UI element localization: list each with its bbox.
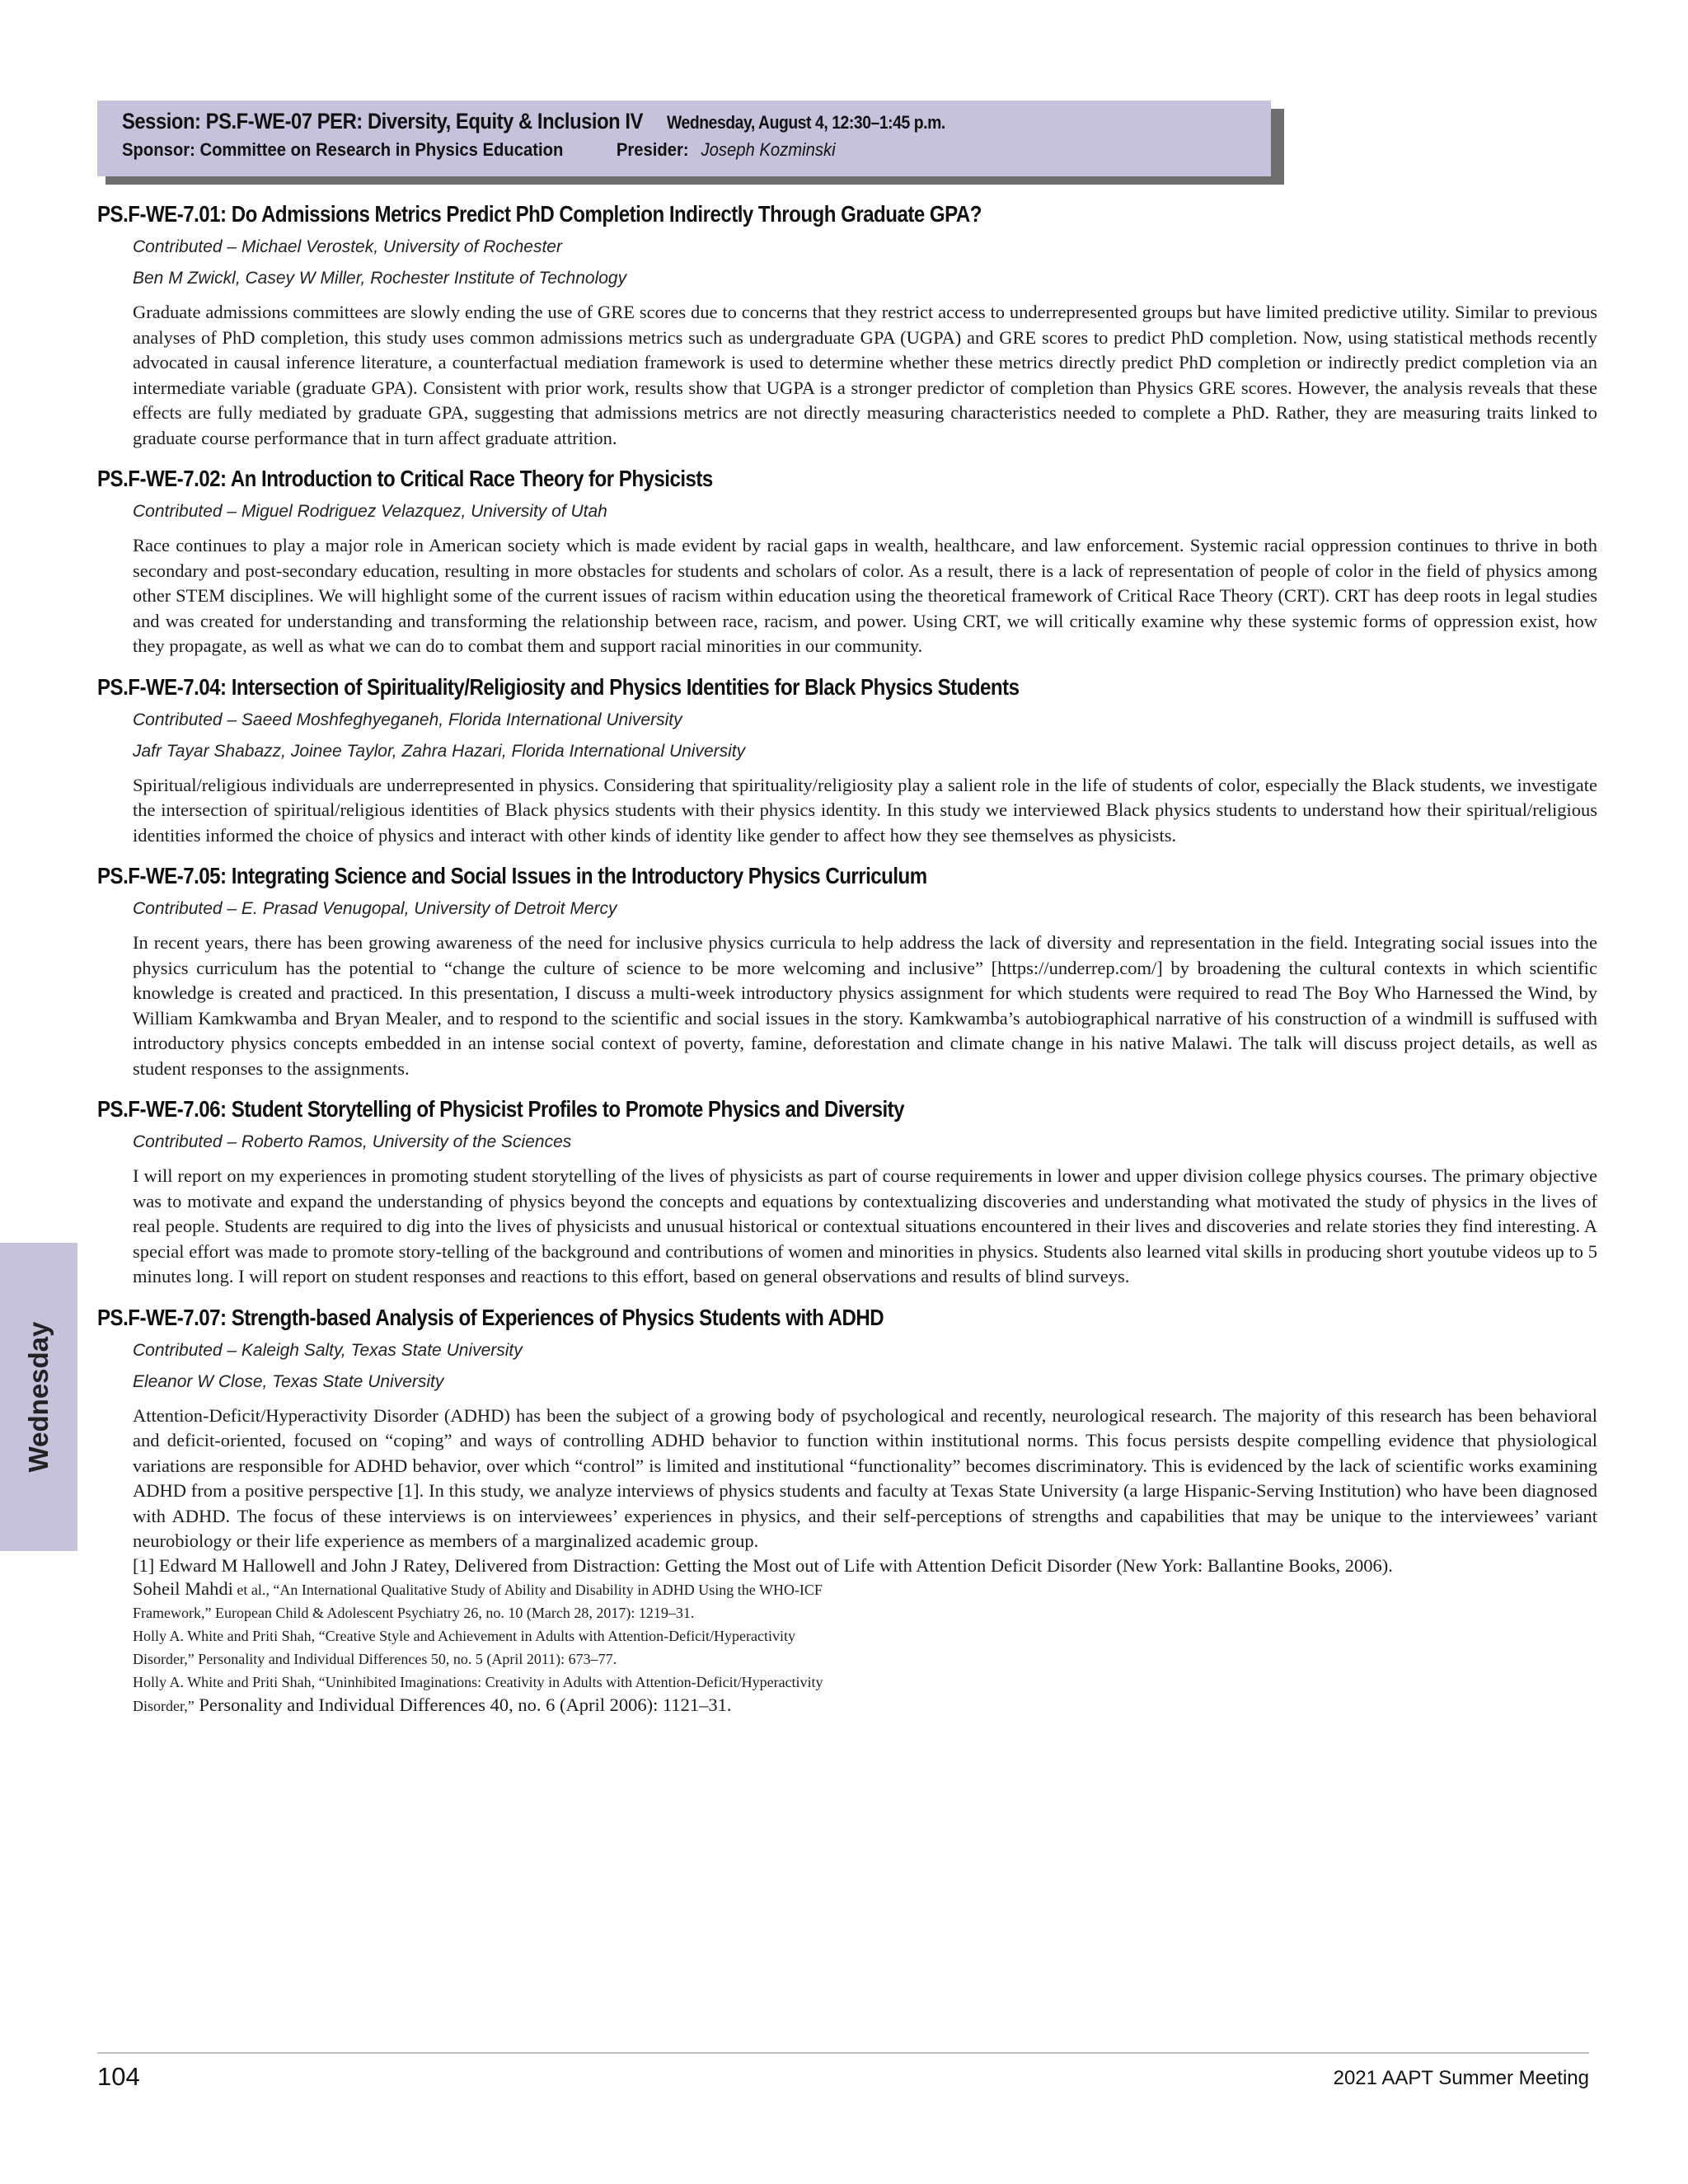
reference-2a [133, 1577, 1597, 1601]
abstract-7-05 [97, 863, 1597, 1081]
reference-2b: Framework,” European Child & Adolescent Psychiatry 26, no. 10 (March 28, 2017): 1219–31. [133, 1604, 695, 1621]
session-sponsor: Sponsor: Committee on Research in Physics Education [122, 139, 564, 160]
abstract-author: Contributed – Miguel Rodriguez Velazquez, University of Utah [133, 502, 607, 521]
abstract-7-06 [97, 1096, 1597, 1290]
abstract-body: Spiritual/religious individuals are underrepresented in physics. Considering that spirituality/religiosity play a salient role in the life of students of color, especially the Black students, we investigate the intersection of spiritual/religious identities of Black physics students with their physics identity. In this study we interviewed Black physics students to understand how their spiritual/religious identities informed the choice of physics and interact with other kinds of identity like gender to affect how they see themselves as physicists. [133, 774, 1597, 846]
reference-4-small: Disorder,” [133, 1697, 195, 1714]
session-datetime: Wednesday, August 4, 12:30–1:45 p.m. [667, 112, 945, 133]
reference-4b [133, 1694, 1597, 1718]
abstract-author: Contributed – Saeed Moshfeghyeganeh, Florida International University [133, 710, 682, 729]
presider-label: Presider: [616, 139, 689, 160]
abstract-body: I will report on my experiences in promoting student storytelling of the lives of physicists as part of course requirements in lower and upper division college physics courses. The primary objective was to motivate and expand the understanding of physics beyond the concepts and equations by contextualizing discoveries and understanding what motivated the study of physics in the lives of real people. Students are required to dig into the lives of physicists and unusual historical or contextual situations encountered in their lives and discoveries and relate stories they find interesting. A special effort was made to promote story-telling of the background and contributions of women and minorities in physics. Students also learned vital skills in producing short youtube videos up to 5 minutes long. I will report on student responses and reactions to this effort, based on general observations and results of blind surveys. [133, 1165, 1597, 1286]
abstract-body: In recent years, there has been growing awareness of the need for inclusive physics curricula to help address the lack of diversity and representation in the field. Integrating social issues into the physics curriculum has the potential to “change the culture of science to be more welcoming and inclusive” [https://underrep.com/] by broadening the cultural contexts in which scientific knowledge is created and practiced. In this presentation, I discuss a multi-week introductory physics assignment for which students were required to read The Boy Who Harnessed the Wind, by William Kamkwamba and Bryan Mealer, and to respond to the scientific and social issues in the story. Kamkwamba’s autobiographical narrative of his construction of a windmill is suffused with introductory physics concepts embedded in an intense social context of poverty, famine, deforestation and climate change in his native Malawi. The talk will discuss project details, as well as student responses to the assignments. [133, 932, 1597, 1079]
abstract-title: PS.F-WE-7.04: Intersection of Spirituality/Religiosity and Physics Identities for Black Physics Students [97, 673, 1020, 700]
reference-3b: Disorder,” Personality and Individual Differences 50, no. 5 (April 2011): 673–77. [133, 1650, 617, 1667]
reference-2-author: Soheil Mahdi [133, 1577, 233, 1599]
abstract-7-02 [97, 466, 1597, 659]
reference-list [133, 1554, 1597, 1718]
abstract-coauthors: Ben M Zwickl, Casey W Miller, Rochester Institute of Technology [133, 269, 627, 288]
abstract-body: Race continues to play a major role in American society which is made evident by racial gaps in wealth, healthcare, and law enforcement. Systemic racial oppression continues to thrive in both secondary and post-secondary education, resulting in more obstacles for students and scholars of color. As a result, there is a lack of representation of people of color in the field of physics among other STEM disciplines. We will highlight some of the current issues of racism within education using the theoretical framework of Critical Race Theory (CRT). CRT has deep roots in legal studies and was created for understanding and transforming the relationship between race, racism, and power. Using CRT, we will critically examine why these systemic forms of oppression exist, how they propagate, as well as what we can do to combat them and support racial minorities in our community. [133, 535, 1597, 656]
session-header [97, 101, 1271, 176]
abstract-7-04 [97, 674, 1597, 849]
presider-name: Joseph Kozminski [701, 139, 836, 160]
abstract-coauthors: Jafr Tayar Shabazz, Joinee Taylor, Zahra Hazari, Florida International University [133, 741, 746, 761]
abstracts-list [97, 201, 1597, 1732]
abstract-title: PS.F-WE-7.02: An Introduction to Critical Race Theory for Physicists [97, 466, 713, 491]
abstract-title: PS.F-WE-7.01: Do Admissions Metrics Predict PhD Completion Indirectly Through Graduate GPA? [97, 201, 982, 227]
reference-4a: Holly A. White and Priti Shah, “Uninhibited Imaginations: Creativity in Adults with Attention-Deficit/Hyperactivity [133, 1673, 823, 1690]
reference-1: [1] Edward M Hallowell and John J Ratey, Delivered from Distraction: Getting the Most out of Life with Attention Deficit Disorder (New York: Ballantine Books, 2006). [133, 1554, 1393, 1576]
abstract-author: Contributed – Michael Verostek, University of Rochester [133, 237, 562, 256]
session-sponsor-line [122, 139, 1179, 161]
reference-4-rest: Personality and Individual Differences 40, no. 6 (April 2006): 1121–31. [194, 1694, 732, 1715]
abstract-body: Graduate admissions committees are slowly ending the use of GRE scores due to concerns that they restrict access to underrepresented groups but have limited predictive utility. Similar to previous analyses of PhD completion, this study uses common admissions metrics such as undergraduate GPA (UGPA) and GRE scores to predict PhD completion. Now, using statistical methods recently advocated in causal inference literature, a counterfactual mediation framework is used to determine whether these metrics directly predict PhD completion or indirectly predict completion via an intermediate variable (graduate GPA). Consistent with prior work, results show that UGPA is a stronger predictor of completion than Physics GRE scores. However, the analysis reveals that these effects are fully mediated by graduate GPA, suggesting that admissions metrics are not directly measuring characteristics needed to complete a PhD. Rather, they are measuring traits linked to graduate course performance that in turn affect graduate attrition. [133, 302, 1597, 448]
reference-3a: Holly A. White and Priti Shah, “Creative Style and Achievement in Adults with Attention-Deficit/Hyperactivity [133, 1627, 796, 1644]
abstract-author: Contributed – Roberto Ramos, University of the Sciences [133, 1132, 572, 1151]
page-number: 104 [97, 2062, 140, 2091]
abstract-7-07 [97, 1305, 1597, 1718]
abstract-author: Contributed – E. Prasad Venugopal, University of Detroit Mercy [133, 899, 617, 918]
abstract-author: Contributed – Kaleigh Salty, Texas State University [133, 1340, 523, 1360]
day-side-tab-label: Wednesday [23, 1321, 54, 1473]
session-title-line [122, 109, 1133, 134]
abstract-title: PS.F-WE-7.05: Integrating Science and Social Issues in the Introductory Physics Curriculum [97, 863, 927, 888]
session-title: Session: PS.F-WE-07 PER: Diversity, Equity & Inclusion IV [122, 109, 643, 134]
abstract-title: PS.F-WE-7.06: Student Storytelling of Physicist Profiles to Promote Physics and Diversity [97, 1096, 905, 1122]
reference-2-rest: et al., “An International Qualitative Study of Ability and Disability in ADHD Using the WHO-ICF [232, 1581, 823, 1598]
abstract-body: Attention-Deficit/Hyperactivity Disorder (ADHD) has been the subject of a growing body of psychological and recently, neurological research. The majority of this research has been behavioral and deficit-oriented, focused on “coping” and ways of controlling ADHD behavior to function within institutional norms. This focus persists despite compelling evidence that physiological variations are responsible for ADHD behavior, over which “control” is limited and institutional “functionality” becomes discriminatory. This is evidenced by the lack of scientific works examining ADHD from a positive perspective [1]. In this study, we analyze interviews of physics students and faculty at Texas State University (a large Hispanic-Serving Institution) who have been diagnosed with ADHD. The focus of these interviews is on interviewees’ experiences in physics, and their self-perceptions of strengths and capabilities that may be unique to the interviewees’ variant neurobiology or their life experience as members of a marginalized academic group. [133, 1404, 1597, 1551]
day-side-tab [0, 1243, 77, 1551]
abstract-coauthors: Eleanor W Close, Texas State University [133, 1371, 444, 1391]
footer-divider [97, 2052, 1589, 2054]
abstract-7-01 [97, 201, 1597, 451]
footer-meeting-name: 2021 AAPT Summer Meeting [1333, 2067, 1589, 2089]
abstract-title: PS.F-WE-7.07: Strength-based Analysis of Experiences of Physics Students with ADHD [97, 1304, 884, 1330]
